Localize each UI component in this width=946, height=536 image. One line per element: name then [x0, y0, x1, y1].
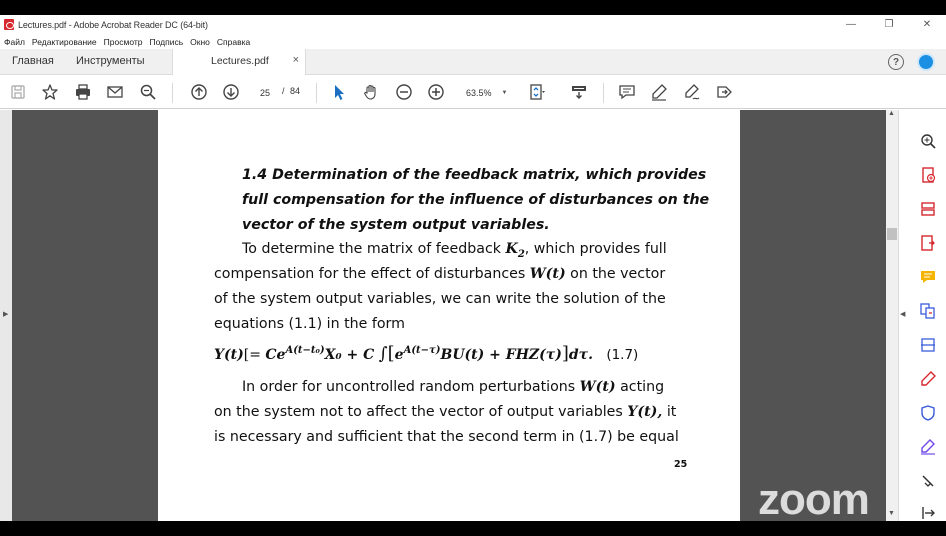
- vertical-scrollbar[interactable]: [886, 110, 898, 521]
- paragraph-line: equations (1.1) in the form: [214, 316, 405, 332]
- minimize-button[interactable]: —: [846, 19, 856, 30]
- tab-home[interactable]: Главная: [12, 55, 54, 67]
- save-icon[interactable]: [8, 82, 28, 102]
- menu-edit[interactable]: Редактирование: [31, 36, 97, 47]
- comment-icon[interactable]: [617, 82, 637, 102]
- menu-window[interactable]: Окно: [190, 36, 210, 47]
- help-icon[interactable]: ?: [888, 54, 904, 70]
- search-icon[interactable]: [138, 82, 158, 102]
- menu-help[interactable]: Справка: [216, 36, 251, 47]
- zoom-level-select[interactable]: [458, 84, 514, 101]
- right-tools-panel: [898, 110, 946, 521]
- tab-tools[interactable]: Инструменты: [76, 55, 145, 67]
- email-icon[interactable]: [105, 82, 125, 102]
- toolbar: [0, 75, 946, 109]
- page-down-icon[interactable]: [221, 82, 241, 102]
- highlight-pen-icon[interactable]: [649, 82, 669, 102]
- paragraph-line: is necessary and sufficient that the second term in (1.7) be equal: [214, 429, 679, 445]
- collapse-panel-icon[interactable]: ◀: [900, 311, 906, 318]
- section-heading-line: vector of the system output variables.: [242, 217, 550, 233]
- select-cursor-icon[interactable]: [329, 82, 349, 102]
- title-bar: [0, 15, 946, 34]
- chevron-down-icon: ▼: [501, 89, 508, 96]
- scrollbar-thumb[interactable]: [887, 228, 897, 240]
- toolbar-divider: [172, 83, 173, 103]
- bookmark-star-icon[interactable]: [40, 82, 60, 102]
- black-bottom-border: [0, 521, 946, 536]
- share-icon[interactable]: [715, 82, 735, 102]
- menu-sign[interactable]: Подпись: [149, 36, 184, 47]
- close-window-button[interactable]: ✕: [922, 19, 932, 30]
- zoom-search-icon[interactable]: [919, 132, 937, 150]
- export-pdf-icon[interactable]: [919, 234, 937, 252]
- combine-files-icon[interactable]: [919, 302, 937, 320]
- tab-close-icon[interactable]: ×: [292, 54, 299, 66]
- print-icon[interactable]: [73, 82, 93, 102]
- page-up-icon[interactable]: [189, 82, 209, 102]
- page-number-label: 25: [674, 459, 688, 470]
- zoom-in-icon[interactable]: [426, 82, 446, 102]
- menu-view[interactable]: Просмотр: [103, 36, 143, 47]
- organize-pages-icon[interactable]: [919, 200, 937, 218]
- acrobat-window: [0, 15, 946, 521]
- fit-page-icon[interactable]: [527, 82, 547, 102]
- expand-panel-icon[interactable]: [919, 504, 937, 521]
- fill-sign-icon[interactable]: [919, 438, 937, 456]
- section-heading-line: full compensation for the influence of disturbances on the: [242, 192, 710, 208]
- more-tools-icon[interactable]: [919, 472, 937, 490]
- paragraph-line: on the system not to affect the vector of output variables Y(t), it: [214, 404, 677, 420]
- scroll-down-icon[interactable]: ▼: [888, 510, 895, 517]
- hand-icon[interactable]: [361, 82, 381, 102]
- create-pdf-icon[interactable]: [919, 166, 937, 184]
- section-heading-line: 1.4 Determination of the feedback matrix, which provides: [242, 167, 707, 183]
- paragraph-line: To determine the matrix of feedback $K_2$, which provides full: [242, 241, 667, 260]
- paragraph-line: compensation for the effect of disturbances W(t) on the vector: [214, 266, 666, 282]
- expand-left-panel-icon[interactable]: ▶: [3, 311, 9, 318]
- toolbar-divider: [316, 83, 317, 103]
- tab-document-label: Lectures.pdf: [211, 55, 269, 67]
- window-controls: [832, 15, 946, 34]
- toolbar-divider: [603, 83, 604, 103]
- sign-icon[interactable]: [682, 82, 702, 102]
- pdf-page: [158, 110, 740, 521]
- maximize-button[interactable]: ❐: [884, 19, 894, 30]
- edit-pdf-icon[interactable]: [919, 370, 937, 388]
- zoom-out-icon[interactable]: [394, 82, 414, 102]
- left-panel-toggle[interactable]: [0, 110, 12, 521]
- paragraph-line: In order for uncontrolled random perturbations W(t) acting: [242, 379, 665, 395]
- scan-ocr-icon[interactable]: [919, 336, 937, 354]
- page-number-input[interactable]: 25: [259, 87, 270, 98]
- zoom-watermark: zoom: [758, 475, 869, 521]
- comment-tool-icon[interactable]: [919, 268, 937, 286]
- tab-bar: [0, 49, 946, 75]
- window-title: Lectures.pdf - Adobe Acrobat Reader DC (64-bit): [18, 19, 208, 30]
- tab-document[interactable]: [172, 49, 306, 75]
- account-avatar-icon[interactable]: [917, 53, 935, 71]
- menu-file[interactable]: Файл: [4, 36, 25, 47]
- scroll-mode-icon[interactable]: [569, 82, 589, 102]
- acrobat-logo-icon: [4, 19, 14, 30]
- protect-shield-icon[interactable]: [919, 404, 937, 422]
- scroll-up-icon[interactable]: ▲: [888, 110, 895, 117]
- paragraph-line: of the system output variables, we can write the solution of the: [214, 291, 666, 307]
- black-top-border: [0, 0, 946, 15]
- menu-bar: [0, 34, 946, 49]
- zoom-level-value: 63.5%: [466, 87, 492, 98]
- page-total: 84: [290, 86, 301, 96]
- equation-1-7: $Y(t)[= Ce^{A(t-t_0)}X_0 + C$ $\int[e^{A(t-\tau)}BU(t) + FHZ(\tau)]d\tau$. (1.7): [214, 343, 639, 364]
- page-separator: /: [282, 86, 285, 96]
